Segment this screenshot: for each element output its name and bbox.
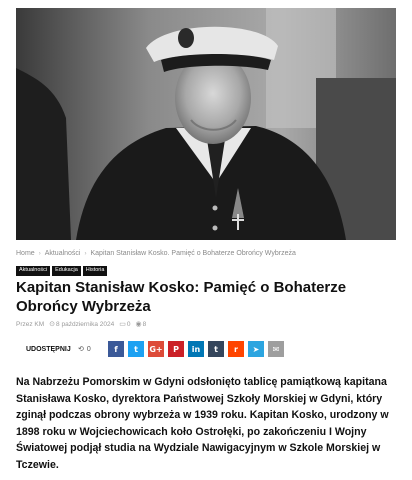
reddit-share-button[interactable] [228,341,244,357]
breadcrumb [16,250,296,257]
share-label: UDOSTĘPNIJ [26,345,71,353]
category-tags [16,266,107,276]
clock-icon: ⊙ [49,321,56,328]
share-icon: ⟲ [78,346,84,353]
twitter-share-button[interactable] [128,341,144,357]
tag-historia[interactable]: Historia [83,266,108,276]
linkedin-share-button[interactable] [188,341,204,357]
eye-icon: ◉ [135,321,142,328]
telegram-share-button[interactable] [248,341,264,357]
googleplus-share-button[interactable] [148,341,164,357]
breadcrumb-current: Kapitan Stanisław Kosko. Pamięć o Bohaterze Obrońcy Wybrzeża [90,250,296,257]
comment-count[interactable]: 0 [126,320,131,328]
telegram-icon: ➤ [252,344,260,354]
facebook-icon: f [114,344,118,354]
chevron-right-icon: › [38,250,41,257]
chevron-right-icon: › [84,250,87,257]
hero-image [16,8,396,240]
linkedin-icon: in [191,344,201,354]
comment-icon: ▭ [119,321,126,328]
article-body: Na Nabrzeżu Pomorskim w Gdyni odsłonięto tablicę pamiątkową kapitana Stanisława Kosko, dyrektora Państwowej Szkoły Morskiej w Gdyni, który zginął podczas obrony wybrzeża w 1939 roku. Kapitan Kosko, urodzony w 1898 roku w Wojciechowicach koło Ostrołęki, po zakończeniu I Wojny Światowej podjął studia na Wydziale Nawigacyjnym w Szkole Morskiej w Tczewie. [16,376,389,471]
facebook-share-button[interactable] [108,341,124,357]
tag-aktualnosci[interactable]: Aktualności [16,266,50,276]
reddit-icon: r [234,344,238,354]
email-share-button[interactable] [268,341,284,357]
email-icon: ✉ [272,344,280,354]
tumblr-icon: t [214,344,218,354]
pinterest-icon: P [173,344,179,354]
twitter-icon: t [134,344,138,354]
article-meta [16,320,146,328]
breadcrumb-section[interactable]: Aktualności [44,250,81,257]
share-bar [16,341,396,357]
breadcrumb-home[interactable]: Home [16,250,35,257]
publish-date: 8 października 2024 [56,320,115,328]
tumblr-share-button[interactable] [208,341,224,357]
article-title: Kapitan Stanisław Kosko: Pamięć o Bohaterze Obrońcy Wybrzeża [16,279,347,315]
pinterest-share-button[interactable] [168,341,184,357]
googleplus-icon: G+ [149,344,163,354]
tag-edukacja[interactable]: Edukacja [52,266,81,276]
author[interactable]: Przez KM [16,320,45,328]
share-count: ⟲ 0 [78,345,91,353]
view-count: 8 [142,320,147,328]
